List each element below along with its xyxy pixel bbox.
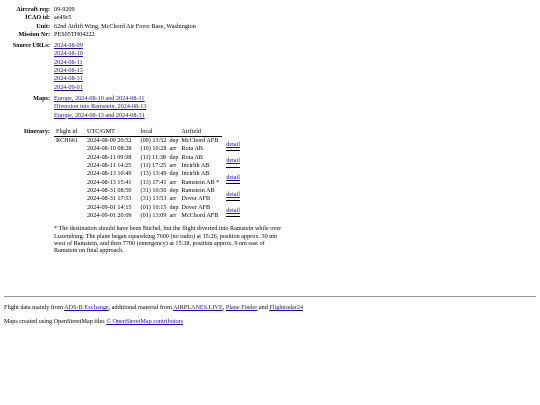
- detail-wrapper: [226, 173, 240, 184]
- utc-cell: 2024-08-31 17:53: [87, 195, 132, 203]
- local-cell: (01) 13:09: [140, 211, 167, 219]
- source-link-6[interactable]: 2024-09-01: [54, 83, 83, 91]
- flight-id-cell: [54, 179, 81, 187]
- airfield-cell: Incirlik AB: [181, 170, 210, 178]
- flight-id-cell: [54, 204, 81, 212]
- source-link-3[interactable]: 2024-08-11: [54, 58, 83, 66]
- utc-cell: 2024-08-13 15:41: [87, 178, 132, 186]
- direction-cell: dep: [169, 170, 179, 178]
- detail-wrapper: [226, 206, 240, 217]
- adsb-exchange-link[interactable]: ADS-B Exchange: [64, 304, 109, 311]
- itinerary-row: [54, 154, 243, 162]
- maps-list: [54, 95, 282, 120]
- direction-cell: arr: [169, 162, 177, 170]
- airfield-cell: Dover AFB: [181, 203, 211, 211]
- credits-mid: , additional material from: [108, 304, 174, 311]
- local-cell: (11) 17:25: [140, 162, 167, 170]
- detail-cell: [222, 170, 243, 187]
- local-cell: (09) 13:52: [140, 137, 167, 145]
- direction-cell: arr: [169, 178, 177, 186]
- airplanes-live-link[interactable]: AIRPLANES.LIVE: [173, 304, 223, 311]
- itinerary-row: [54, 162, 243, 170]
- itinerary-row: [54, 195, 243, 203]
- flightradar24-link[interactable]: Flightradar24: [269, 304, 304, 311]
- detail-link[interactable]: detail: [226, 157, 240, 165]
- reg-label: Aircraft reg:: [16, 6, 50, 13]
- detail-cell: [222, 154, 243, 171]
- col-airfield: Airfield: [181, 128, 222, 137]
- plane-finder-link[interactable]: Plane Finder: [225, 304, 258, 311]
- airfield-cell: McChord AFB: [181, 211, 219, 219]
- aircraft-info: [4, 6, 282, 255]
- detail-cell: [222, 187, 243, 204]
- itinerary-row: [54, 204, 243, 212]
- footer-credits: [4, 304, 303, 312]
- itinerary-row: [54, 145, 243, 153]
- local-cell: (11) 11:38: [140, 153, 167, 161]
- direction-cell: dep: [169, 186, 179, 194]
- icao-label: ICAO id:: [25, 14, 50, 22]
- itinerary-row: [54, 170, 243, 178]
- utc-cell: 2024-08-09 20:52: [87, 137, 132, 145]
- airfield-cell: McChord AFB: [181, 137, 219, 145]
- utc-cell: 2024-08-31 08:50: [87, 186, 132, 194]
- direction-cell: arr: [169, 145, 177, 153]
- local-cell: (31) 13:53: [140, 195, 167, 203]
- detail-link[interactable]: detail: [226, 173, 240, 181]
- col-dir: [169, 128, 181, 137]
- detail-link[interactable]: detail: [226, 207, 240, 215]
- icao-value: ae49c5: [54, 14, 72, 22]
- source-urls-label: Source URLs:: [12, 42, 50, 50]
- direction-cell: arr: [169, 211, 177, 219]
- utc-cell: 2024-08-11 14:25: [87, 162, 132, 170]
- maps-label: Maps:: [33, 94, 50, 102]
- utc-cell: 2024-08-11 09:38: [87, 153, 132, 161]
- osm-contributors-link[interactable]: © OpenStreetMap contributors: [106, 318, 184, 325]
- direction-cell: dep: [169, 137, 179, 145]
- diversion-note: * The destination should have been Büchel, but the flight diverted into Ramstein while over Luxemburg. The plane began squawking 7600 (no radio) at 15:26, position approx. 30 nm west of Ramstein, and then 7700 (emergency) at 15:38, position approx. 9 nm east of Ramstein on final approach.: [54, 225, 282, 255]
- flight-id-cell: [54, 154, 81, 162]
- col-flight-id: Flight id: [54, 128, 81, 137]
- flight-id-cell: [54, 145, 81, 153]
- local-cell: (01) 10:15: [140, 203, 167, 211]
- map-link-1[interactable]: Europe, 2024-08-10 and 2024-08-11: [54, 94, 145, 102]
- mission-label: Mission Nr:: [18, 30, 50, 38]
- unit-value: 62nd Airlift Wing, McChord Air Force Base, Washington: [54, 22, 196, 30]
- local-cell: (31) 10:50: [140, 186, 167, 194]
- detail-cell: [222, 204, 243, 221]
- flight-id-cell: [54, 187, 81, 195]
- credits-comma: ,: [222, 304, 225, 311]
- aircraft-table: [4, 6, 282, 255]
- local-cell: (13) 17:41: [140, 178, 167, 186]
- flight-id-cell: [54, 162, 81, 170]
- itinerary-row: [54, 137, 243, 146]
- col-local: local: [135, 128, 170, 137]
- detail-wrapper: [226, 140, 240, 151]
- detail-wrapper: [226, 190, 240, 201]
- source-urls-list: [54, 42, 282, 92]
- source-link-4[interactable]: 2024-08-13: [54, 67, 83, 75]
- flight-id-cell: [54, 170, 81, 178]
- source-link-1[interactable]: 2024-08-09: [54, 42, 83, 50]
- detail-wrapper: [226, 156, 240, 167]
- direction-cell: arr: [169, 195, 177, 203]
- detail-cell: [222, 137, 243, 154]
- direction-cell: dep: [169, 203, 179, 211]
- map-link-2[interactable]: Diversion into Ramstein, 2024-08-13: [54, 103, 147, 111]
- flight-id-cell: [54, 212, 81, 220]
- credits-and: and: [258, 304, 268, 311]
- source-link-2[interactable]: 2024-08-10: [54, 50, 83, 58]
- direction-cell: dep: [169, 153, 179, 161]
- airfield-cell: Rota AB: [181, 153, 203, 161]
- detail-link[interactable]: detail: [226, 140, 240, 148]
- itinerary-label: Itinerary:: [23, 127, 50, 135]
- airfield-cell: Incirlik AB: [181, 162, 210, 170]
- detail-link[interactable]: detail: [226, 190, 240, 198]
- flight-id-cell: RCH661: [56, 137, 79, 145]
- footer-divider: [4, 296, 536, 297]
- local-cell: (10) 10:28: [140, 145, 167, 153]
- credits-prefix: Flight data mainly from: [4, 304, 65, 311]
- airfield-cell: Ramstein AB *: [181, 178, 220, 186]
- source-link-5[interactable]: 2024-08-31: [54, 75, 83, 83]
- airfield-cell: Dover AFB: [181, 195, 211, 203]
- itinerary-cell: [54, 128, 282, 255]
- utc-cell: 2024-09-01 14:15: [87, 203, 132, 211]
- itinerary-row: [54, 212, 243, 220]
- airfield-cell: Rota AB: [181, 145, 203, 153]
- mission-value: PES05TH04222: [54, 30, 95, 38]
- footer-maps-credit: [4, 318, 183, 326]
- local-cell: (13) 13:49: [140, 170, 167, 178]
- maps-credit-prefix: Maps created using OpenStreetMap tiles: [4, 318, 107, 325]
- itinerary-row: [54, 179, 243, 187]
- utc-cell: 2024-08-10 08:28: [87, 145, 132, 153]
- map-link-3[interactable]: Europe, 2024-08-13 and 2024-08-31: [54, 111, 145, 119]
- utc-cell: 2024-09-01 20:09: [87, 211, 132, 219]
- utc-cell: 2024-08-13 10:49: [87, 170, 132, 178]
- itinerary-table: [54, 128, 243, 220]
- airfield-cell: Ramstein AB: [181, 186, 215, 194]
- reg-value: 09-9209: [54, 6, 75, 13]
- col-utc: UTC/GMT: [81, 128, 135, 137]
- flight-id-cell: [54, 195, 81, 203]
- itinerary-row: [54, 187, 243, 195]
- col-detail: [222, 128, 243, 137]
- unit-label: Unit:: [36, 22, 50, 30]
